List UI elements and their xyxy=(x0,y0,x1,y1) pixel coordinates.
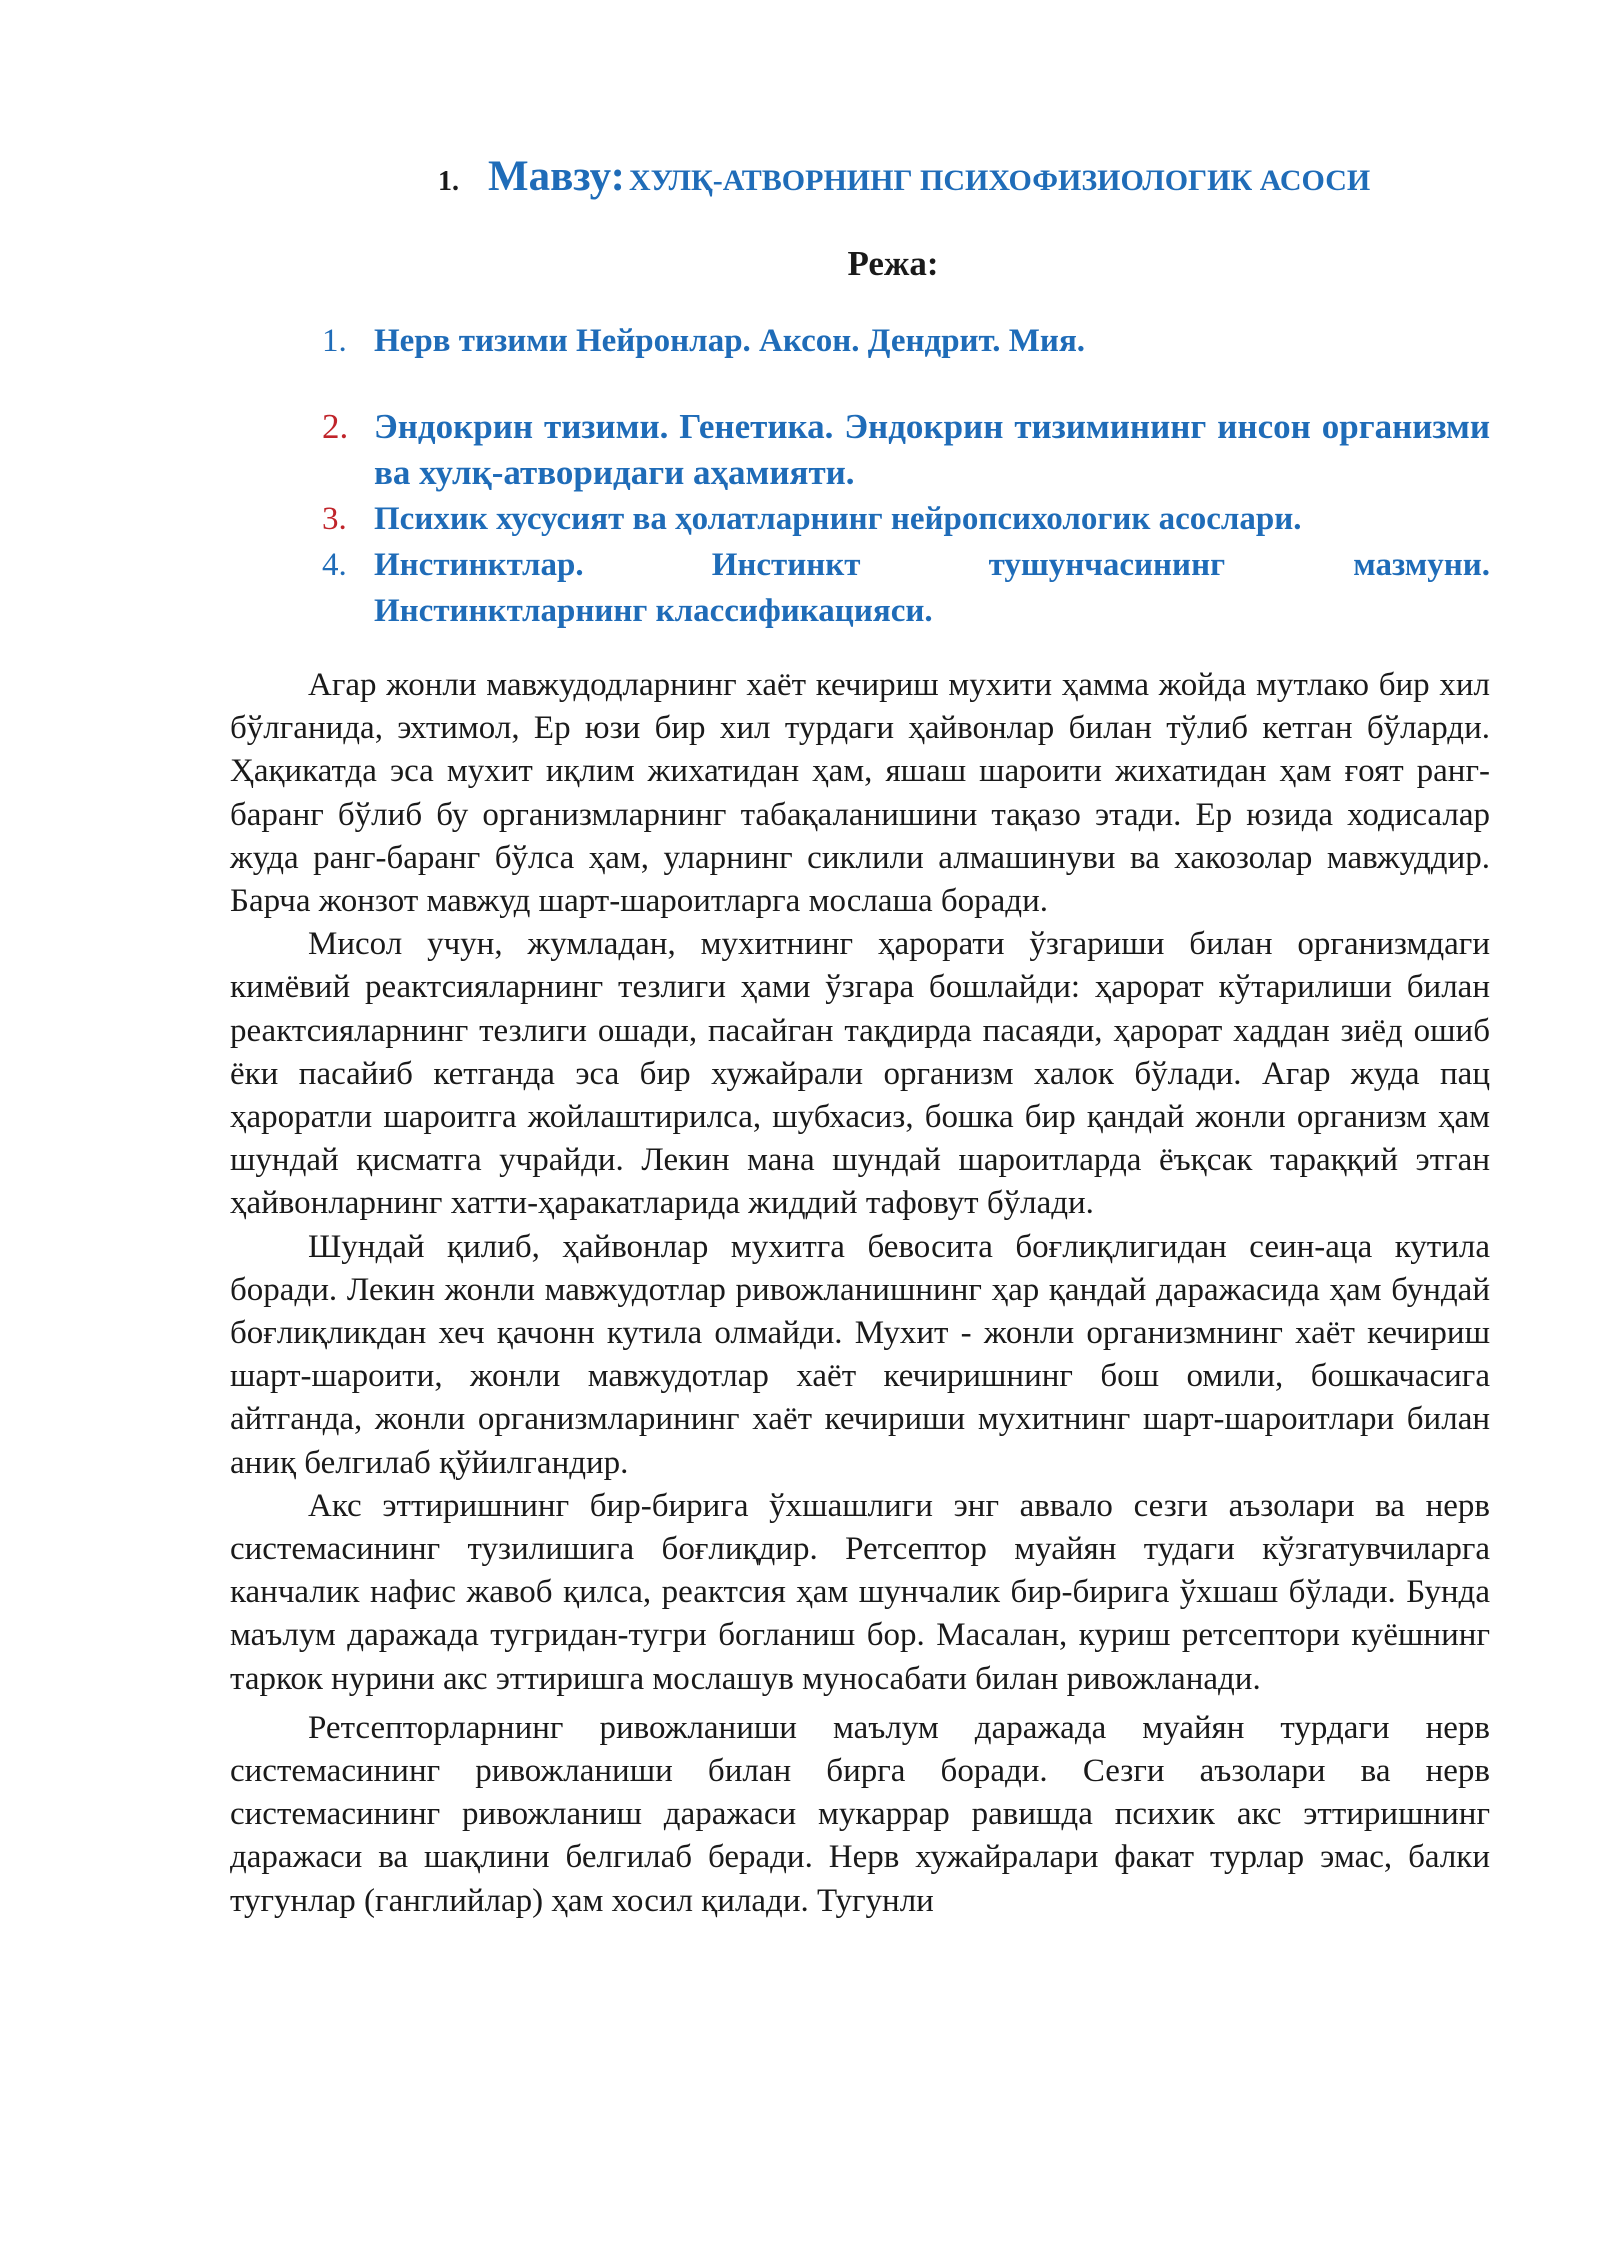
plan-item-number: 4. xyxy=(322,547,347,583)
plan-item-text: Инстинктлар. Инстинкт тушунчасининг мазмуни. xyxy=(374,547,1490,583)
body-text xyxy=(230,664,1490,1923)
paragraph: Шундай қилиб, ҳайвонлар мухитга бевосита боғлиқлигидан сеин-аца кутила боради. Лекин жонли мавжудотлар ривожланишнинг ҳар қандай даражасида ҳам бундай боғлиқликдан хеч қачонн кутила олмайди. Мухит - жонли организмнинг хаёт кечириш шарт-шароити, жонли мавжудотлар хаёт кечиришнинг бош омили, бошкачасига айтганда, жонли организмларининг хаёт кечириши мухитнинг шарт-шароитлари билан аниқ белгилаб қўйилгандир. xyxy=(230,1228,1490,1481)
topic-title xyxy=(438,152,1438,201)
topic-label: Мавзу: xyxy=(488,153,625,200)
plan-item-text: Нерв тизими Нейронлар. Аксон. Дендрит. Мия. xyxy=(374,323,1086,359)
plan-item xyxy=(322,404,1490,496)
plan-item-number: 2. xyxy=(322,407,349,446)
plan-item-number: 3. xyxy=(322,501,347,537)
plan-list xyxy=(322,318,1490,634)
plan-heading: Режа: xyxy=(847,244,939,283)
plan-item-text: Эндокрин тизими. Генетика. Эндокрин тизимининг инсон организми ва хулқ-атворидаги аҳамияти. xyxy=(374,407,1490,492)
paragraph: Мисол учун, жумладан, мухитнинг ҳарорати ўзгариши билан организмдаги кимёвий реактсияларнинг тезлиги ҳами ўзгара бошлайди: ҳарорат кўтарилиши билан реактсияларнинг тезлиги ошади, пасайган тақдирда пасаяди, ҳарорат хаддан зиёд ошиб ёки пасайиб кетганда эса бир хужайрали организм халок бўлади. Агар жуда пац ҳароратли шароитга жойлаштирилса, шубхасиз, бошка бир қандай жонли организм ҳам шундай қисматга учрайди. Лекин мана шундай шароитларда ёъқсак тараққий этган ҳайвонларнинг хатти-ҳаракатларида жиддий тафовут бўлади. xyxy=(230,926,1490,1222)
paragraph: Ретсепторларнинг ривожланиши маълум даражада муайян турдаги нерв системасининг ривожланиши билан бирга боради. Сезги аъзолари ва нерв системасининг ривожланиш даражаси мукаррар равишда психик акс эттиришнинг даражаси ва шақлини белгилаб беради. Нерв хужайралари факат турлар эмас, балки тугунлар (ганглийлар) ҳам хосил қилади. Тугунли xyxy=(230,1709,1490,1919)
plan-item-text: Психик хусусият ва ҳолатларнинг нейропсихологик асослари. xyxy=(374,501,1302,537)
plan-item xyxy=(322,496,1490,542)
plan-item xyxy=(322,318,1490,364)
plan-item-text-continued: Инстинктларнинг классификацияси. xyxy=(374,593,933,629)
paragraph: Агар жонли мавжудодларнинг хаёт кечириш мухити ҳамма жойда мутлако бир хил бўлганида, эхтимол, Ер юзи бир хил турдаги ҳайвонлар билан тўлиб кетган бўларди. Ҳақикатда эса мухит иқлим жихатидан ҳам, яшаш шароити жихатидан ҳам ғоят ранг-баранг бўлиб бу организмларнинг табақаланишини тақазо этади. Ер юзида ходисалар жуда ранг-баранг бўлса ҳам, уларнинг сиклили алмашинуви ва хакозолар мавжуддир. Барча жонзот мавжуд шарт-шароитларга мослаша боради. xyxy=(230,667,1490,920)
plan-item xyxy=(322,542,1490,634)
plan-item-number: 1. xyxy=(322,323,347,359)
paragraph: Акс эттиришнинг бир-бирига ўхшашлиги энг аввало сезги аъзолари ва нерв системасининг тузилишига боғлиқдир. Ретсептор муайян тудаги кўзгатувчиларга канчалик нафис жавоб қилса, реактсия ҳам шунчалик бир-бирига ўхшаш бўлади. Бунда маълум даражада тугридан-тугри богланиш бор. Масалан, куриш ретсептори куёшнинг таркок нурини акс эттиришга мослашув муносабати билан ривожланади. xyxy=(230,1487,1490,1697)
topic-number: 1. xyxy=(438,166,459,197)
topic-text: ХУЛҚ-АТВОРНИНГ ПСИХОФИЗИОЛОГИК АСОСИ xyxy=(628,164,1371,197)
